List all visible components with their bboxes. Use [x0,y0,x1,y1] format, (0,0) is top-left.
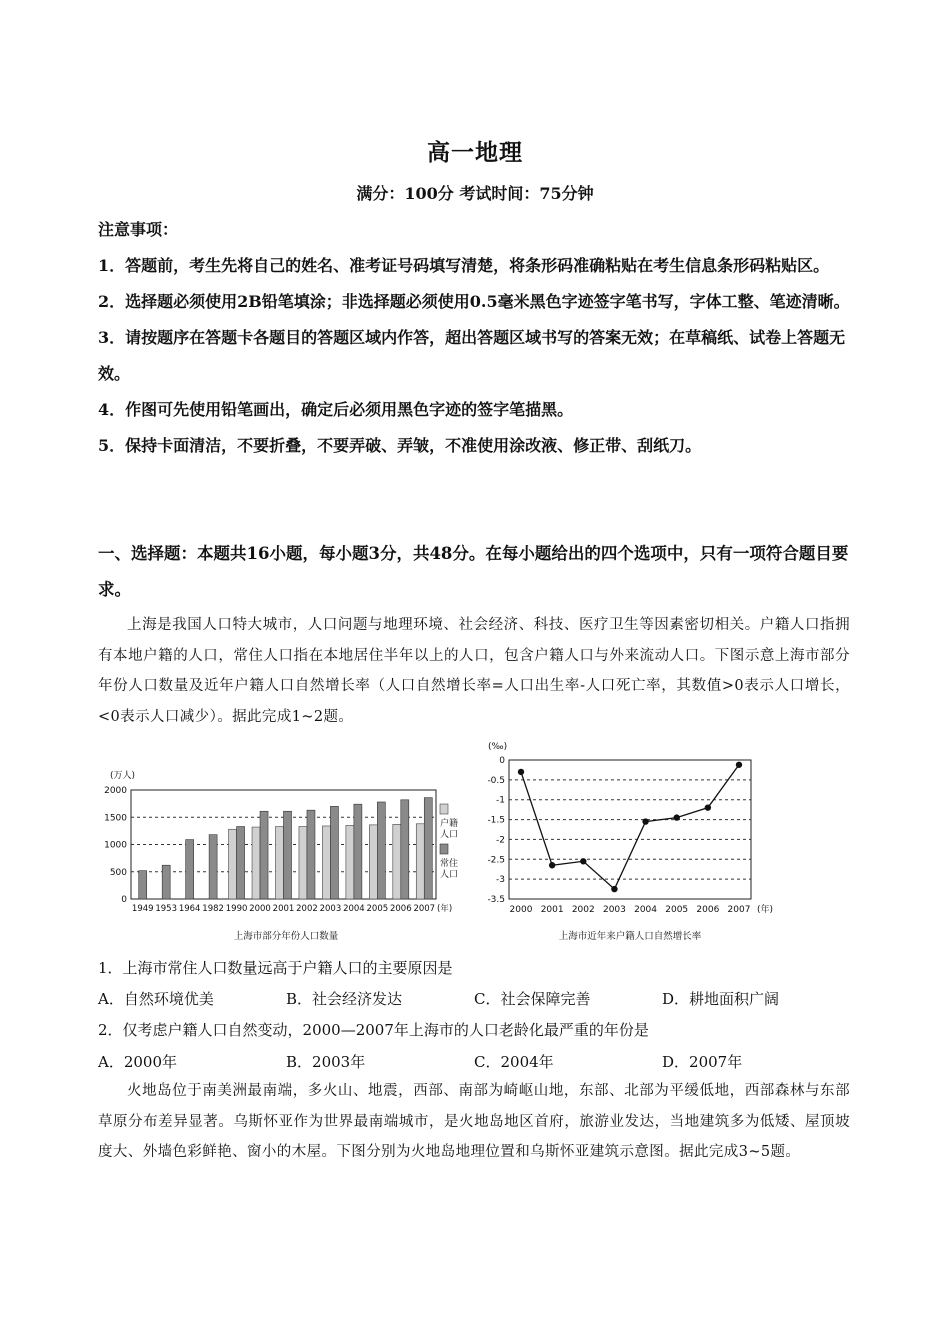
data-point [674,814,680,820]
bar-changzhu [237,827,245,899]
option-b[interactable]: B．2003年 [286,1053,366,1071]
bar-changzhu [401,800,409,899]
population-bar-chart [98,760,470,950]
bar-huji [299,827,307,899]
x-tick-label: 2001 [272,904,295,914]
y-tick-label: 0 [499,756,505,766]
x-tick-label: 2002 [296,904,318,914]
x-tick-label: 2000 [509,905,533,915]
chart-caption: 上海市近年来户籍人口自然增长率 [558,931,702,942]
option-c[interactable]: C．社会保障完善 [474,990,591,1008]
growth-rate-line-chart [478,738,790,950]
y-tick-label: -1 [496,795,505,806]
legend-label: 人口 [440,830,459,840]
question-2-stem: 2．仅考虑户籍人口自然变动，2000—2007年上海市的人口老龄化最严重的年份是 [98,1021,649,1039]
y-tick-label: 2000 [104,786,127,796]
option-c[interactable]: C．2004年 [474,1053,554,1071]
bar-changzhu [162,865,170,899]
passage-shanghai: 上海是我国人口特大城市，人口问题与地理环境、社会经济、科技、医疗卫生等因素密切相关。户籍人口指拥有本地户籍的人口，常住人口指在本地居住半年以上的人口，包含户籍人口与外来流动人口。下图示意上海市部分年份人口数量及近年户籍人口自然增长率（人口自然增长率=人口出生率-人口死亡率，其数值>0表示人口增长，<0表示人口减少）。据此完成1~2题。 [98,617,850,725]
notes-list [98,248,850,464]
x-tick-label: 2000 [249,904,271,914]
x-tick-label: 1964 [178,904,201,914]
data-point [580,858,586,864]
bar-huji [369,825,377,899]
x-tick-label: 2003 [602,905,626,915]
option-a[interactable]: A．2000年 [98,1053,178,1071]
bar-huji [229,829,237,899]
legend-label: 人口 [440,870,459,880]
x-tick-label: 2006 [389,904,412,914]
question-1-options [98,984,850,1014]
option-d[interactable]: D．2007年 [662,1053,743,1071]
bar-changzhu [284,811,292,899]
y-tick-label: -3 [496,875,505,886]
x-tick-label: 2005 [665,905,689,915]
data-point [705,804,711,810]
series-line [521,765,739,889]
legend-swatch-changzhu [440,844,448,854]
x-tick-label: 1949 [131,904,154,914]
data-point [549,862,555,868]
bar-changzhu [209,835,217,899]
bar-changzhu [307,810,315,899]
question-2-options [98,1047,850,1077]
x-tick-label: 2007 [413,904,436,914]
x-tick-label: 2006 [696,905,720,915]
question-1-stem: 1．上海市常住人口数量远高于户籍人口的主要原因是 [98,959,453,977]
page-title: 高一地理 [427,139,523,166]
y-axis-label: (‰) [488,742,508,752]
bar-changzhu [139,871,147,899]
option-d[interactable]: D．耕地面积广阔 [662,990,780,1008]
y-tick-label: 0 [121,895,127,905]
bar-huji [276,827,284,899]
note-item: 2．选择题必须使用2B铅笔填涂；非选择题必须使用0.5毫米黑色字迹签字笔书写，字体工整、笔迹清晰。 [98,292,850,311]
bar-changzhu [354,804,362,899]
y-tick-label: -3.5 [487,895,505,905]
bar-huji [346,825,354,899]
bar-huji [252,827,260,899]
x-tick-label: 2002 [571,905,595,915]
y-tick-label: 500 [109,867,127,878]
data-point [736,762,742,768]
x-tick-label: 2004 [634,905,658,915]
bar-changzhu [330,806,338,899]
x-tick-label: 2004 [343,904,365,914]
x-tick-label: 2003 [319,904,342,914]
bar-huji [416,824,424,899]
legend-label: 户籍 [440,819,459,829]
x-tick-label: 2007 [727,905,751,915]
exam-info: 满分：100分 考试时间：75分钟 [356,184,594,203]
data-point [611,886,617,892]
plot-frame [509,760,751,899]
passage-tierra-del-fuego: 火地岛位于南美洲最南端，多火山、地震，西部、南部为崎岖山地，东部、北部为平缓低地，西部森林与东部草原分布差异显著。乌斯怀亚作为世界最南端城市，是火地岛地区首府，旅游业发达，当地建筑多为低矮、屋顶坡度大、外墙色彩鲜艳、窗小的木屋。下图分别为火地岛地理位置和乌斯怀亚建筑示意图。据此完成3~5题。 [98,1083,850,1160]
note-item: 1．答题前，考生先将自己的姓名、准考证号码填写清楚，将条形码准确粘贴在考生信息条形码粘贴区。 [98,256,830,275]
x-tick-label: 1982 [202,904,224,914]
x-tick-label: 2001 [540,905,564,915]
bar-huji [393,824,401,899]
y-tick-label: -1.5 [487,815,505,826]
note-item: 5．保持卡面清洁，不要折叠，不要弄破、弄皱，不准使用涂改液、修正带、刮纸刀。 [98,436,702,455]
x-tick-label: 1953 [155,904,178,914]
bar-huji [322,826,330,899]
bar-changzhu [424,798,432,899]
option-b[interactable]: B．社会经济发达 [286,990,403,1008]
option-a[interactable]: A．自然环境优美 [98,990,214,1008]
bar-changzhu [186,840,194,899]
x-axis-label: (年) [437,904,453,914]
y-tick-label: -2 [496,835,505,846]
chart-caption: 上海市部分年份人口数量 [233,931,339,942]
x-axis-label: (年) [757,905,774,915]
data-point [518,769,524,775]
y-axis-label: (万人) [110,771,136,781]
note-item: 3．请按题序在答题卡各题目的答题区域内作答，超出答题区域书写的答案无效；在草稿纸、试卷上答题无效。 [98,328,846,383]
legend-swatch-huji [440,804,448,814]
x-tick-label: 1990 [225,904,248,914]
bar-changzhu [377,802,385,899]
notes-heading: 注意事项： [98,220,179,239]
x-tick-label: 2005 [366,904,389,914]
y-tick-label: 1000 [104,840,127,851]
y-tick-label: 1500 [104,813,127,824]
bar-changzhu [260,811,268,899]
data-point [642,818,648,824]
y-tick-label: -0.5 [487,775,505,786]
note-item: 4．作图可先使用铅笔画出，确定后必须用黑色字迹的签字笔描黑。 [98,400,574,419]
section-heading: 一、选择题：本题共16小题，每小题3分，共48分。在每小题给出的四个选项中，只有一项符合题目要求。 [98,544,849,599]
y-tick-label: -2.5 [487,855,505,866]
legend-label: 常住 [440,859,459,869]
